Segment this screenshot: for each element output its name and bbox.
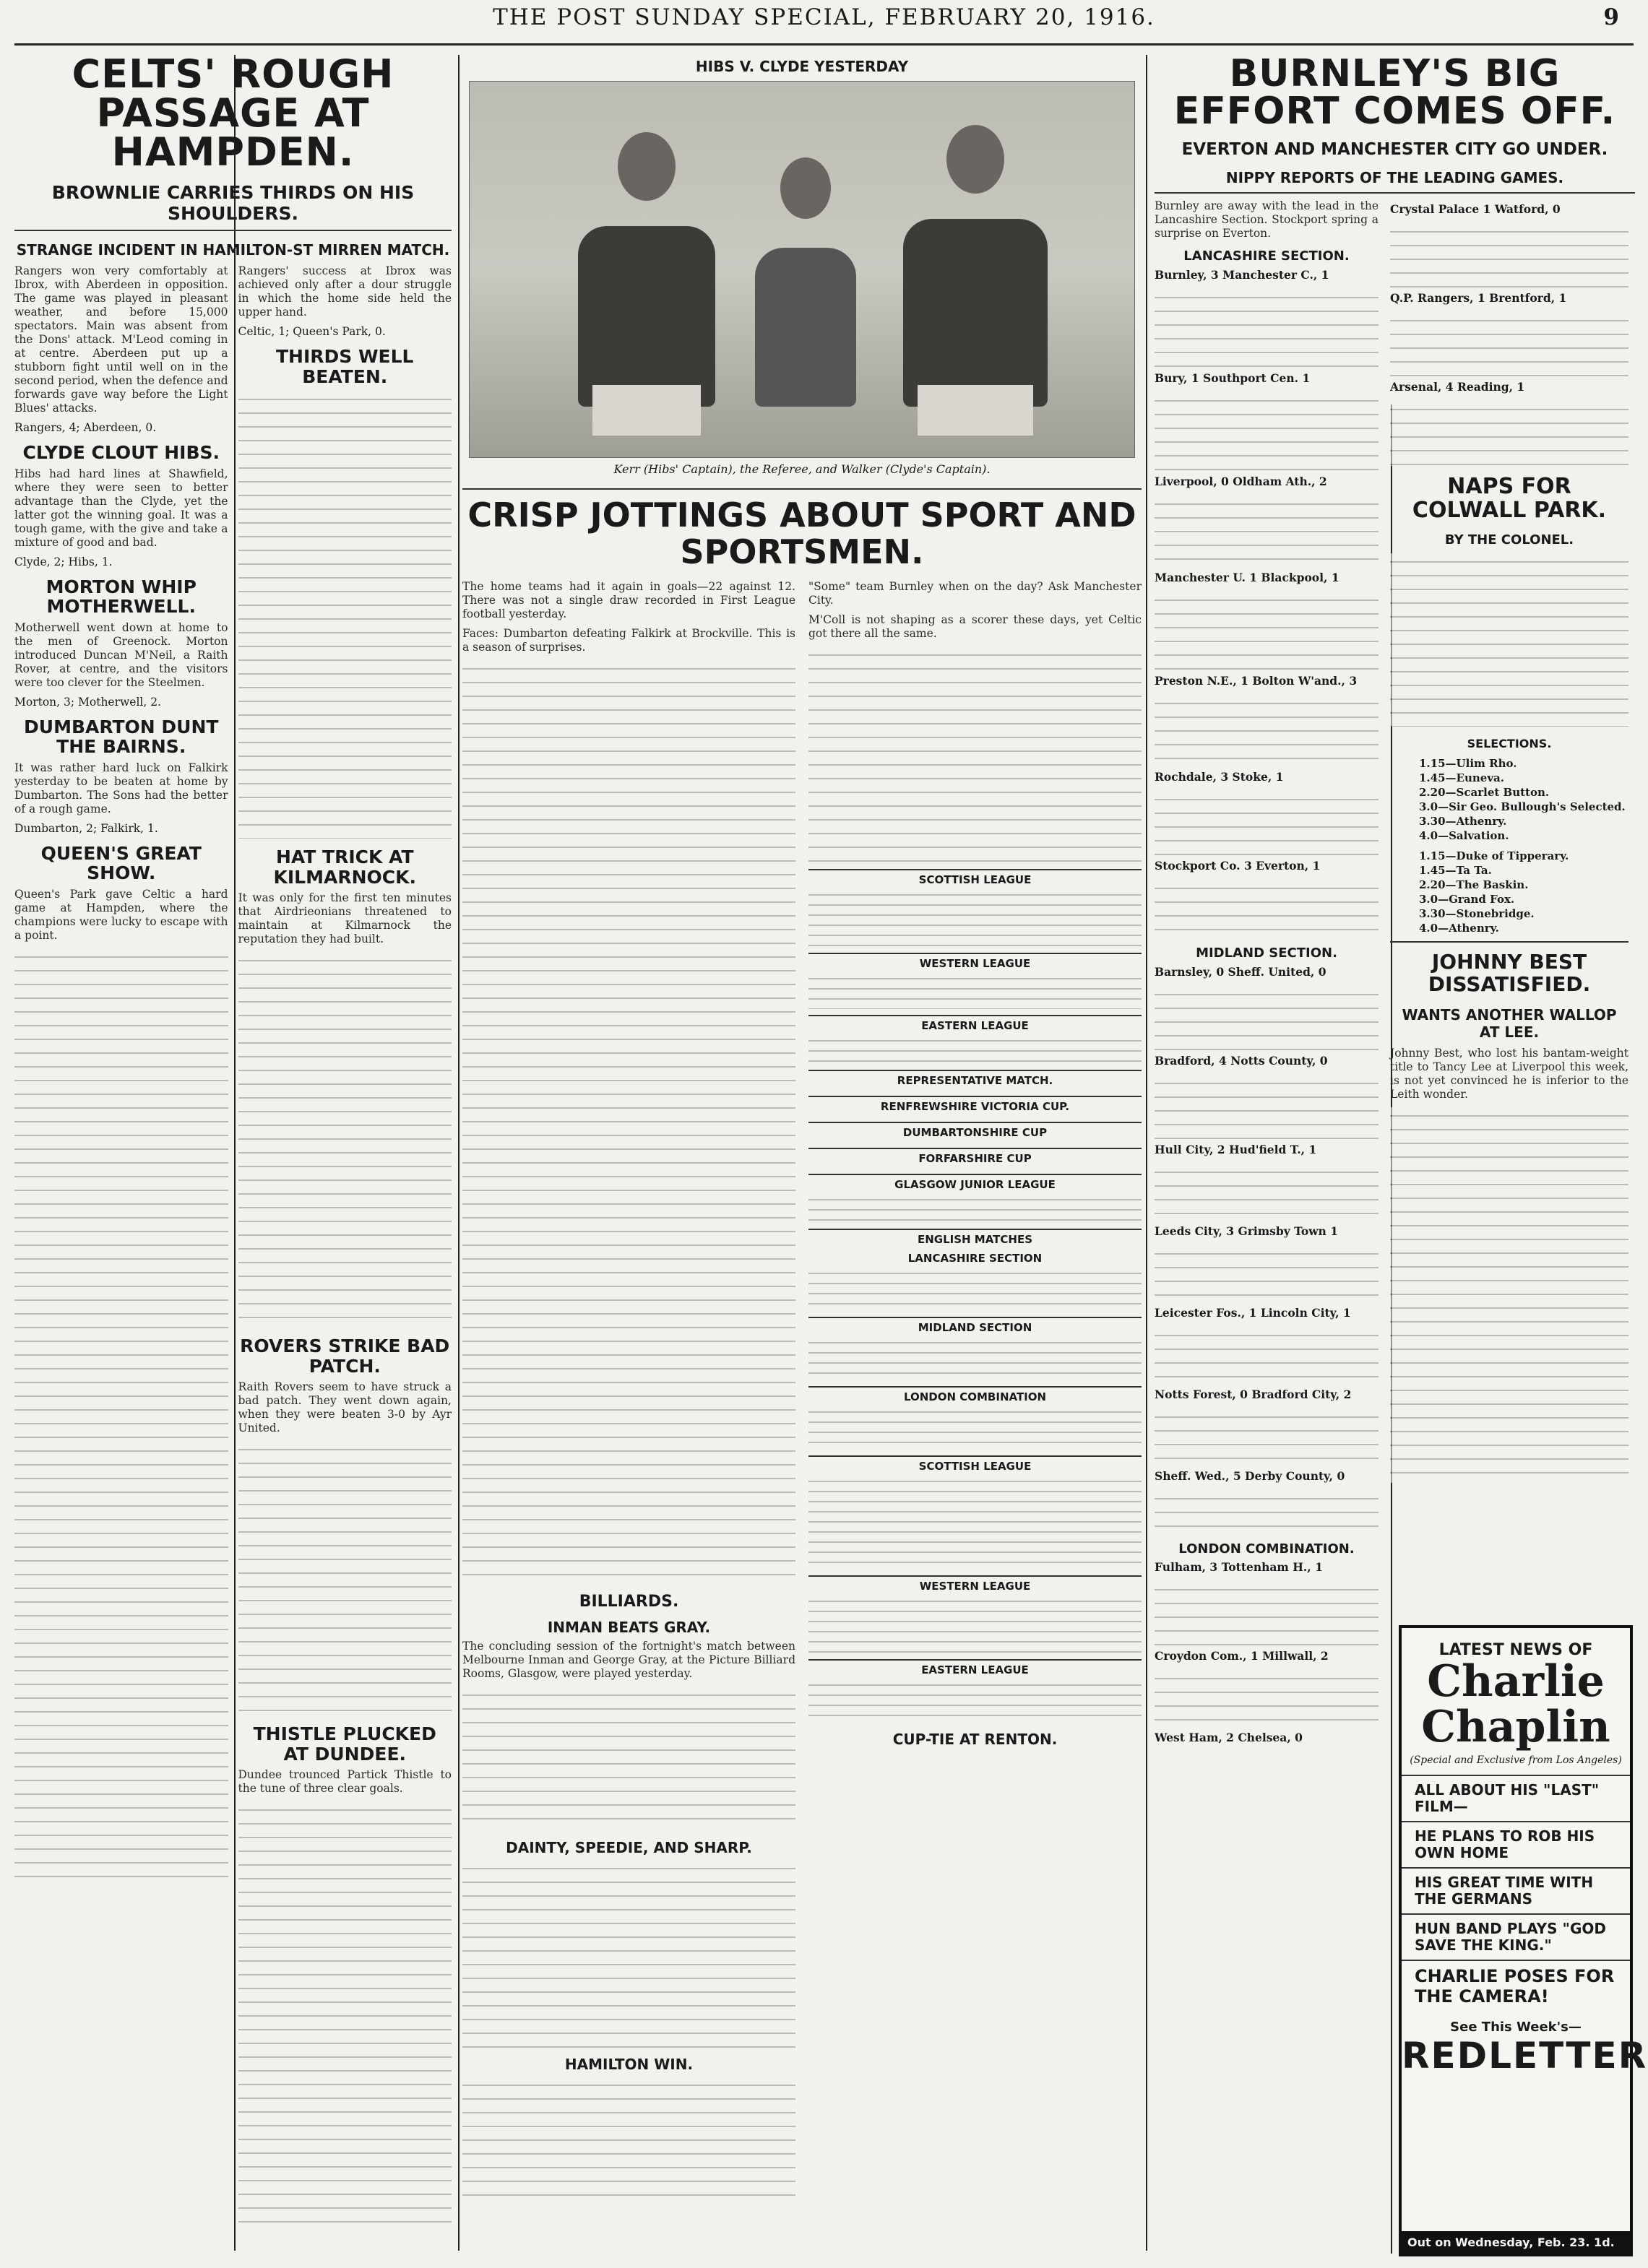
result-line: Leeds City, 3 Grimsby Town 1: [1155, 1224, 1339, 1238]
result-line: West Ham, 2 Chelsea, 0: [1155, 1731, 1303, 1745]
article-continuation: [1155, 1245, 1379, 1303]
cuptie-headline: CUP-TIE AT RENTON.: [892, 1731, 1058, 1749]
selection-item: 1.45—Euneva.: [1419, 771, 1504, 784]
article-continuation: [14, 948, 228, 1887]
masthead: [0, 0, 1648, 46]
ad-line: HE PLANS TO ROB HIS OWN HOME: [1402, 1821, 1630, 1867]
billiards-sub: INMAN BEATS GRAY.: [547, 1619, 711, 1637]
article-text: Rangers won very comfortably at Ibrox, with Aberdeen in opposition. The game was played in pleasant weather, and before 15,000 spectators. Main was absent from the Dons' attack. M'Leod coming in at centre. Aberdeen put up a stubborn fight until well on in the second period, when the defence and forwards gave way before the Light Blues' attacks.: [14, 264, 228, 415]
divider: [14, 230, 452, 231]
kerr-figure: [578, 226, 715, 407]
league-table: GLASGOW JUNIOR LEAGUE: [808, 1174, 1142, 1223]
article-text: M'Coll is not shaping as a scorer these days, yet Celtic got there all the same.: [808, 613, 1142, 641]
ad-see: See This Week's—: [1450, 2020, 1582, 2035]
article-text: Hibs had hard lines at Shawfield, where they were seen to better advantage than the Clyde, yet the latter got the winning goal. It was a tough game, with the give and take a mixture of good and bad.: [14, 467, 228, 549]
article-continuation: [1390, 223, 1628, 288]
result-line: Sheff. Wed., 5 Derby County, 0: [1155, 1468, 1345, 1483]
league-table: WESTERN LEAGUE: [808, 1575, 1142, 1653]
article-continuation: [1155, 986, 1379, 1051]
selection-item: 1.15—Duke of Tipperary.: [1419, 849, 1569, 862]
referee-figure: [755, 248, 856, 407]
london-head: LONDON COMBINATION.: [1178, 1541, 1355, 1557]
ad-bottom: Out on Wednesday, Feb. 23. 1d.: [1402, 2231, 1630, 2254]
naps-headline: NAPS FOR COLWALL PARK.: [1412, 474, 1607, 523]
colonel-byline: BY THE COLONEL.: [1444, 532, 1574, 547]
article-continuation: [462, 660, 795, 1585]
article-continuation: [238, 391, 452, 839]
article-continuation: [808, 646, 1142, 863]
thistle-headline: THISTLE PLUCKED AT DUNDEE.: [253, 1723, 436, 1765]
selection-item: 3.30—Stonebridge.: [1419, 907, 1535, 920]
article-continuation: [238, 1801, 452, 2235]
selection-item: 3.0—Sir Geo. Bullough's Selected.: [1419, 800, 1626, 813]
result-line: Celtic, 1; Queen's Park, 0.: [238, 325, 386, 338]
walker-figure: [903, 219, 1048, 407]
rovers-headline: ROVERS STRIKE BAD PATCH.: [240, 1336, 450, 1377]
left-block: [14, 55, 452, 2251]
ad-line: HUN BAND PLAYS "GOD SAVE THE KING.": [1402, 1913, 1630, 1960]
selections-list: [1390, 756, 1628, 935]
ad-line: HIS GREAT TIME WITH THE GERMANS: [1402, 1867, 1630, 1913]
ad-line: ALL ABOUT HIS "LAST" FILM—: [1402, 1775, 1630, 1821]
league-table: RENFREWSHIRE VICTORIA CUP.: [808, 1096, 1142, 1116]
result-line: Croydon Com., 1 Millwall, 2: [1155, 1649, 1329, 1663]
ad-charlie: Charlie: [1427, 1656, 1605, 1707]
article-text: Motherwell went down at home to the men of Greenock. Morton introduced Duncan M'Neil, a Raith Rover, at centre, and the visitors were too clever for the Steelmen.: [14, 620, 228, 689]
article-continuation: [1155, 791, 1379, 856]
dumbarton-headline: DUMBARTON DUNT THE BAIRNS.: [24, 716, 219, 757]
ad-latest: LATEST NEWS OF: [1438, 1641, 1593, 1659]
team-captains-photo: [469, 81, 1135, 458]
queens-headline: QUEEN'S GREAT SHOW.: [40, 842, 202, 883]
result-line: Barnsley, 0 Sheff. United, 0: [1155, 964, 1326, 979]
result-line: Bury, 1 Southport Cen. 1: [1155, 371, 1311, 385]
selection-item: 3.30—Athenry.: [1419, 815, 1507, 828]
johnny-best-headline: JOHNNY BEST DISSATISFIED.: [1428, 950, 1591, 996]
walker-head: [946, 125, 1004, 194]
article-continuation: [1155, 1490, 1379, 1533]
article-text: Dundee trounced Partick Thistle to the tune of three clear goals.: [238, 1768, 452, 1795]
johnny-best-sub: WANTS ANOTHER WALLOP AT LEE.: [1402, 1005, 1617, 1041]
result-line: Rangers, 4; Aberdeen, 0.: [14, 421, 157, 434]
nippy-reports-head: NIPPY REPORTS OF THE LEADING GAMES.: [1225, 169, 1564, 186]
result-line: Q.P. Rangers, 1 Brentford, 1: [1390, 291, 1567, 305]
result-line: Dumbarton, 2; Falkirk, 1.: [14, 821, 158, 835]
column-rule: [1146, 55, 1147, 2251]
selection-item: 3.0—Grand Fox.: [1419, 893, 1515, 906]
result-line: Fulham, 3 Tottenham H., 1: [1155, 1560, 1323, 1575]
article-continuation: [1155, 592, 1379, 671]
referee-head: [780, 157, 831, 219]
selection-item: 1.45—Ta Ta.: [1419, 864, 1492, 877]
result-line: Notts Forest, 0 Bradford City, 2: [1155, 1387, 1352, 1401]
kilmarnock-headline: HAT TRICK AT KILMARNOCK.: [273, 847, 416, 888]
league-table: ENGLISH MATCHES LANCASHIRE SECTION: [808, 1229, 1142, 1311]
morton-headline: MORTON WHIP MOTHERWELL.: [46, 576, 197, 617]
article-continuation: [1155, 1075, 1379, 1140]
right-column-2: [1390, 199, 1628, 1752]
clyde-headline: CLYDE CLOUT HIBS.: [22, 442, 220, 463]
column-rule: [458, 55, 460, 2251]
photo-caption: Kerr (Hibs' Captain), the Referee, and Walker (Clyde's Captain).: [613, 462, 991, 476]
left-column-1: [14, 264, 228, 2235]
page-number: 9: [1603, 4, 1619, 30]
result-line: Clyde, 2; Hibs, 1.: [14, 555, 113, 568]
result-line: Burnley, 3 Manchester C., 1: [1155, 267, 1329, 282]
kerr-shorts: [592, 385, 701, 436]
result-line: Hull City, 2 Hud'field T., 1: [1155, 1142, 1317, 1156]
walker-shorts: [918, 385, 1033, 436]
league-table: EASTERN LEAGUE: [808, 1015, 1142, 1064]
result-line: Arsenal, 4 Reading, 1: [1390, 380, 1525, 394]
article-text: Rangers' success at Ibrox was achieved only after a dour struggle in which the home side held the upper hand.: [238, 264, 452, 319]
article-continuation: [1155, 1164, 1379, 1221]
selections-head: SELECTIONS.: [1467, 737, 1552, 750]
ad-chaplin: Chaplin: [1421, 1702, 1610, 1752]
article-continuation: [238, 952, 452, 1328]
article-text: The home teams had it again in goals—22 against 12. There was not a single draw recorded in First League football yesterday.: [462, 580, 795, 621]
ad-redletter: REDLETTER: [1402, 2035, 1648, 2077]
result-line: Morton, 3; Motherwell, 2.: [14, 695, 162, 709]
thirds-headline: THIRDS WELL BEATEN.: [275, 346, 414, 387]
league-table: SCOTTISH LEAGUE: [808, 869, 1142, 947]
article-continuation: [1155, 289, 1379, 368]
article-continuation: [462, 1687, 795, 1831]
jottings-col-2: [808, 580, 1142, 2207]
article-continuation: [1155, 1408, 1379, 1466]
article-continuation: [1155, 880, 1379, 938]
article-continuation: [1155, 1327, 1379, 1385]
article-text: Johnny Best, who lost his bantam-weight title to Tancy Lee at Liverpool this week, is not yet convinced he is inferior to the Leith wonder.: [1390, 1046, 1628, 1101]
ad-line: CHARLIE POSES FOR THE CAMERA!: [1402, 1960, 1630, 2012]
photo-block: [462, 55, 1142, 474]
article-text: The concluding session of the fortnight's match between Melbourne Inman and George Gray, at the Picture Billiard Rooms, Glasgow, were played yesterday.: [462, 1640, 795, 1681]
jottings-col-1: [462, 580, 795, 2207]
article-continuation: [1390, 401, 1628, 466]
photo-title: HIBS V. CLYDE YESTERDAY: [695, 58, 909, 75]
main-headline-left: CELTS' ROUGH PASSAGE AT HAMPDEN.: [72, 55, 394, 175]
article-continuation: [1390, 312, 1628, 377]
article-text: It was only for the first ten minutes that Airdrieonians threatened to maintain at Kilmarnock the reputation they had built.: [238, 891, 452, 945]
right-column-1: [1155, 199, 1379, 1752]
main-headline-right: BURNLEY'S BIG EFFORT COMES OFF.: [1173, 55, 1616, 133]
newspaper-title: THE POST SUNDAY SPECIAL, FEBRUARY 20, 1916.: [493, 4, 1155, 30]
article-continuation: [238, 1441, 452, 1715]
league-table: REPRESENTATIVE MATCH.: [808, 1070, 1142, 1090]
article-continuation: [1390, 1107, 1628, 1483]
article-text: Faces: Dumbarton defeating Falkirk at Brockville. This is a season of surprises.: [462, 627, 795, 654]
result-line: Leicester Fos., 1 Lincoln City, 1: [1155, 1305, 1351, 1320]
selection-item: 4.0—Salvation.: [1419, 829, 1509, 842]
left-column-2: [238, 264, 452, 2235]
selection-item: 1.15—Ulim Rho.: [1419, 757, 1517, 770]
result-line: Liverpool, 0 Oldham Ath., 2: [1155, 474, 1327, 488]
result-line: Bradford, 4 Notts County, 0: [1155, 1053, 1328, 1068]
league-table: SCOTTISH LEAGUE: [808, 1455, 1142, 1570]
left-subheadline: BROWNLIE CARRIES THIRDS ON HIS SHOULDERS.: [51, 182, 415, 224]
chaplin-advert: [1399, 1625, 1648, 2256]
article-continuation: [1155, 1581, 1379, 1646]
divider: [1155, 192, 1635, 194]
league-table: FORFARSHIRE CUP: [808, 1148, 1142, 1168]
divider: [462, 488, 1142, 490]
league-table: EASTERN LEAGUE: [808, 1659, 1142, 1723]
result-line: Preston N.E., 1 Bolton W'and., 3: [1155, 673, 1358, 688]
article-continuation: [462, 1860, 795, 2048]
right-subheadline: EVERTON AND MANCHESTER CITY GO UNDER.: [1181, 140, 1608, 159]
ad-note: (Special and Exclusive from Los Angeles): [1410, 1754, 1622, 1766]
jottings-headline: CRISP JOTTINGS ABOUT SPORT AND SPORTSMEN.: [467, 495, 1136, 571]
article-continuation: [1155, 495, 1379, 568]
result-line: Manchester U. 1 Blackpool, 1: [1155, 570, 1339, 584]
dainty-headline: DAINTY, SPEEDIE, AND SHARP.: [506, 1839, 752, 1857]
article-text: "Some" team Burnley when on the day? Ask Manchester City.: [808, 580, 1142, 607]
league-table: MIDLAND SECTION: [808, 1317, 1142, 1380]
article-continuation: [1155, 392, 1379, 472]
kerr-head: [618, 132, 676, 201]
league-table: WESTERN LEAGUE: [808, 953, 1142, 1009]
article-continuation: [1390, 553, 1628, 727]
article-text: Queen's Park gave Celtic a hard game at Hampden, where the champions were lucky to escape with a point.: [14, 887, 228, 942]
result-line: Crystal Palace 1 Watford, 0: [1390, 202, 1561, 216]
article-text: Raith Rovers seem to have struck a bad patch. They went down again, when they were beaten 3-0 by Ayr United.: [238, 1380, 452, 1434]
league-table: LONDON COMBINATION: [808, 1386, 1142, 1450]
lancashire-head: LANCASHIRE SECTION.: [1183, 248, 1350, 264]
divider: [1390, 941, 1628, 943]
article-text: It was rather hard luck on Falkirk yesterday to be beaten at home by Dumbarton. The Sons had the better of a rough game.: [14, 761, 228, 815]
jottings-block: [462, 482, 1142, 2207]
hamilton-headline: HAMILTON WIN.: [564, 2056, 694, 2074]
selection-item: 2.20—The Baskin.: [1419, 878, 1529, 891]
strange-incident-head: STRANGE INCIDENT IN HAMILTON-ST MIRREN MATCH.: [16, 241, 450, 259]
result-line: Rochdale, 3 Stoke, 1: [1155, 769, 1284, 784]
league-table: DUMBARTONSHIRE CUP: [808, 1122, 1142, 1142]
article-continuation: [1155, 695, 1379, 767]
midland-head: MIDLAND SECTION.: [1196, 945, 1337, 961]
selection-item: 4.0—Athenry.: [1419, 922, 1499, 935]
masthead-rule: [14, 43, 1634, 46]
selection-item: 2.20—Scarlet Button.: [1419, 786, 1550, 799]
article-text: Burnley are away with the lead in the Lancashire Section. Stockport spring a surprise on Everton.: [1155, 199, 1379, 240]
result-line: Stockport Co. 3 Everton, 1: [1155, 858, 1321, 873]
billiards-headline: BILLIARDS.: [579, 1593, 679, 1611]
article-continuation: [462, 2077, 795, 2207]
article-continuation: [1155, 1670, 1379, 1728]
